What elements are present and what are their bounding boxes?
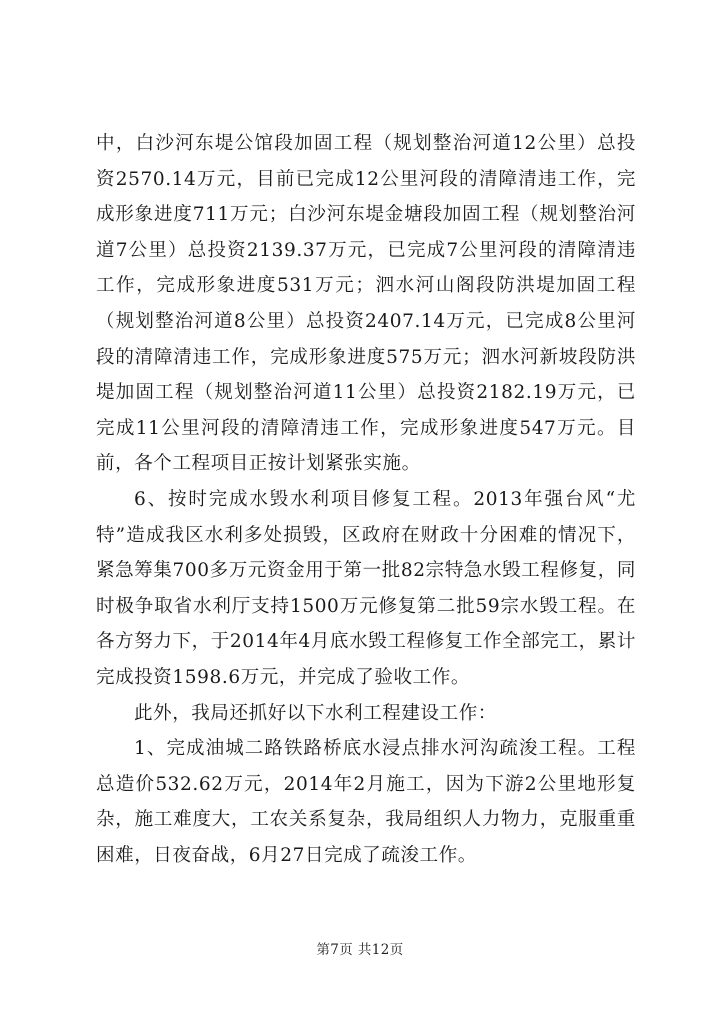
paragraph-flood-damage-repair: 6、按时完成水毁水利项目修复工程。2013年强台风“尤特”造成我区水利多处损毁，区政府在财政十分困难的情况下，紧急筹集700多万元资金用于第一批82宗特急水毁工程修复，同时极争取省水利厅支持1500万元修复第二批59宗水毁工程。在各方努力下，于2014年4月底水毁工程修复工作全部完工，累计完成投资1598.6万元，并完成了验收工作。 [96,488,636,688]
page-number-footer: 第7页 共12页 [316,942,404,958]
paragraph-drainage-dredging: 1、完成油城二路铁路桥底水浸点排水河沟疏浚工程。工程总造价532.62万元，2014年2月施工，因为下游2公里地形复杂，施工难度大，工农关系复杂，我局组织人力物力，克服重重困难，日夜奋战，6月27日完成了疏浚工作。 [96,738,636,866]
document-body [96,126,636,873]
paragraph-project-progress: 中，白沙河东堤公馆段加固工程（规划整治河道12公里）总投资2570.14万元，目前已完成12公里河段的清障清违工作，完成形象进度711万元；白沙河东堤金塘段加固工程（规划整治河道7公里）总投资2139.37万元，已完成7公里河段的清障清违工作，完成形象进度531万元；泗水河山阁段防洪堤加固工程（规划整治河道8公里）总投资2407.14万元，已完成8公里河段的清障清违工作，完成形象进度575万元；泗水河新坡段防洪堤加固工程（规划整治河道11公里）总投资2182.19万元，已完成11公里河段的清障清违工作，完成形象进度547万元。目前，各个工程项目正按计划紧张实施。 [96,133,636,475]
paragraph-additional-work-intro: 此外，我局还抓好以下水利工程建设工作： [134,702,497,724]
